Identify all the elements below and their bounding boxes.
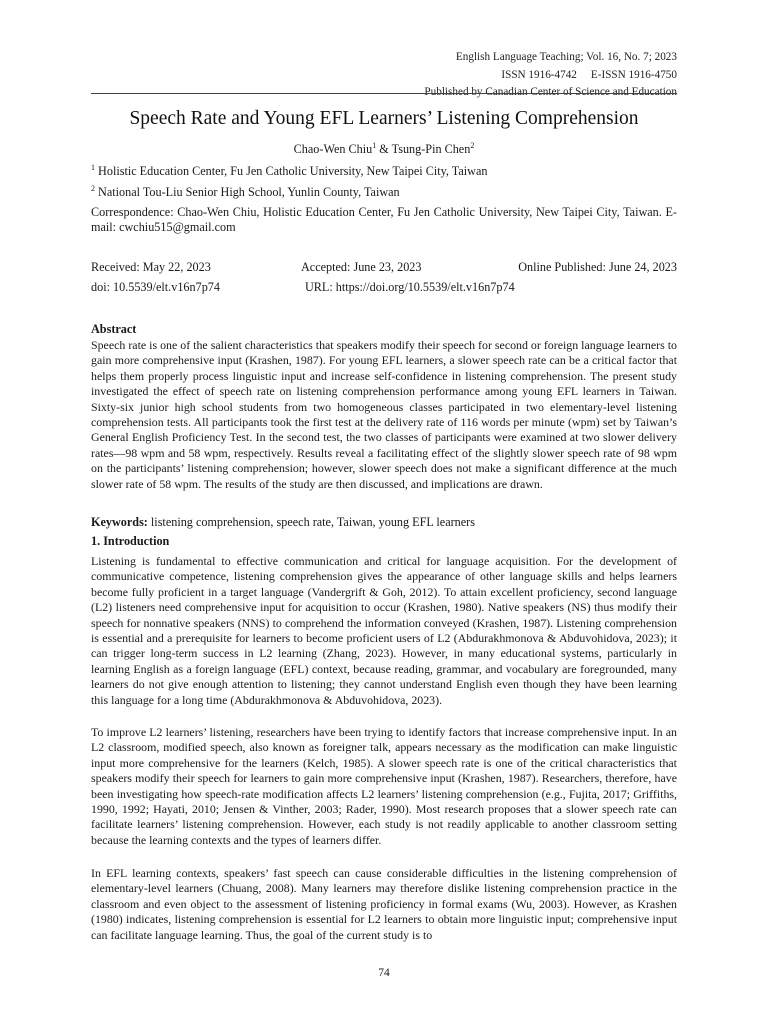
affiliation-2-text: National Tou-Liu Senior High School, Yunlin County, Taiwan: [95, 185, 400, 199]
affiliation-2: [91, 184, 677, 200]
intro-paragraph-1: Listening is fundamental to effective communication and critical for language acquisition. For the development of communicative competence, listening comprehension gives the appearance of other language skills and helps learners become fully proficient in a target language (Vandergrift & Goh, 2012). To attain excellent proficiency, second language (L2) listeners need comprehensive input for acquisition to occur (Krashen, 1980). Native speakers (NS) thus modify their speech for nonnative speakers (NNS) to comprehend the information conveyed (Krashen, 1987). Listening comprehension is essential and a prerequisite for learners to become proficient users of L2 (Abdurakhmonova & Abduvohidova, 2023); it can trigger long-term success in L2 learning (Zhang, 2023). However, in many educational systems, particularly in learning English as a foreign language (EFL) context, because reading, grammar, and vocabulary are foregrounded, many learners do not give enough attention to listening; they cannot understand English even though they have been learning this language for a long time (Abdurakhmonova & Abduvohidova, 2023).: [91, 554, 677, 707]
issn-line: [424, 67, 677, 85]
affiliation-1-num: 1: [91, 163, 95, 172]
keywords-label: Keywords:: [91, 515, 148, 529]
page-number: 74: [378, 967, 390, 979]
publisher-line: Published by Canadian Center of Science and Education: [424, 86, 677, 98]
doi-url-link[interactable]: URL: https://doi.org/10.5539/elt.v16n7p74: [305, 280, 515, 294]
intro-paragraph-3: In EFL learning contexts, speakers’ fast speech can cause considerable difficulties in the listening comprehension of elementary-level learners (Chuang, 2008). Many learners may therefore dislike listening comprehension practice in the classroom and even object to the assessment of listening proficiency in formal exams (Wu, 2003). However, as Krashen (1980) indicates, listening comprehension is essential for L2 learners to obtain more linguistic input; comprehensive input can facilitate language learning. Thus, the goal of the current study is to: [91, 866, 677, 942]
author-joiner: &: [376, 142, 392, 156]
eissn: E-ISSN 1916-4750: [590, 68, 677, 81]
header-rule: [91, 93, 677, 94]
author-2: Tsung-Pin Chen: [391, 142, 471, 156]
affiliation-2-num: 2: [91, 184, 95, 193]
intro-paragraph-2: To improve L2 learners’ listening, researchers have been trying to identify factors that increase comprehensive input. In an L2 classroom, modified speech, also known as foreigner talk, appears necessary as the modification can make linguistic input more comprehensive for the learners (Kelch, 1985). A slower speech rate is one of the critical characteristics that speakers modify their speech for learners to gain more comprehensive input (Krashen, 1987). Researchers, therefore, have been investigating how speech-rate modification affects L2 learners’ listening comprehension (e.g., Fujita, 2017; Griffiths, 1990, 1992; Hayati, 2010; Jensen & Vinther, 2003; Rader, 1990). Most research proposes that a slower speech rate can facilitate learners’ listening comprehension. However, each study is not readily applicable to another classroom setting because the learning contexts and the types of learners differ.: [91, 725, 677, 847]
abstract-heading: Abstract: [91, 322, 137, 336]
accepted-date: Accepted: June 23, 2023: [301, 260, 422, 274]
affiliation-1: [91, 163, 677, 179]
author-1-sup: 1: [372, 141, 377, 150]
keywords-text: listening comprehension, speech rate, Taiwan, young EFL learners: [147, 515, 475, 529]
correspondence: Correspondence: Chao-Wen Chiu, Holistic Education Center, Fu Jen Catholic University, New Taipei City, Taiwan. E-mail: cwchiu515@gmail.com: [91, 205, 677, 235]
keywords-line: [91, 514, 677, 530]
author-line: [91, 141, 677, 157]
issn: ISSN 1916-4742: [501, 68, 577, 81]
abstract-text: Speech rate is one of the salient characteristics that speakers modify their speech for second or foreign language learners to gain more comprehensive input (Krashen, 1987). For young EFL learners, a slower speech rate can be a critical factor that helps them properly process linguistic input and increase self-confidence in listening comprehension. The present study investigated the effect of speech rate on listening comprehension performance among young EFL learners in Taiwan. Sixty-six junior high school students from two homogeneous classes participated in two elementary-level listening comprehension tests. All participants took the first test at the delivery rate of 116 words per minute (wpm) set by Taiwan’s General English Proficiency Test. In the second test, the two classes of participants were examined at two slower delivery rates—98 wpm and 58 wpm, respectively. Results reveal a facilitating effect of the slightly slower speech rate of 98 wpm on the participants’ listening comprehension; however, slower speech does not make a significant difference at the much slower rate of 58 wpm. The results of the study are then discussed, and implications are drawn.: [91, 338, 677, 491]
introduction-heading: 1. Introduction: [91, 534, 170, 548]
affiliation-1-text: Holistic Education Center, Fu Jen Catholic University, New Taipei City, Taiwan: [95, 164, 488, 178]
doi-text: doi: 10.5539/elt.v16n7p74: [91, 280, 220, 294]
author-1: Chao-Wen Chiu: [293, 142, 373, 156]
published-date: Online Published: June 24, 2023: [518, 260, 677, 274]
author-2-sup: 2: [470, 141, 475, 150]
received-date: Received: May 22, 2023: [91, 260, 211, 274]
article-title: Speech Rate and Young EFL Learners’ Listening Comprehension: [129, 108, 639, 129]
journal-line: English Language Teaching; Vol. 16, No. 7; 2023: [455, 51, 677, 63]
